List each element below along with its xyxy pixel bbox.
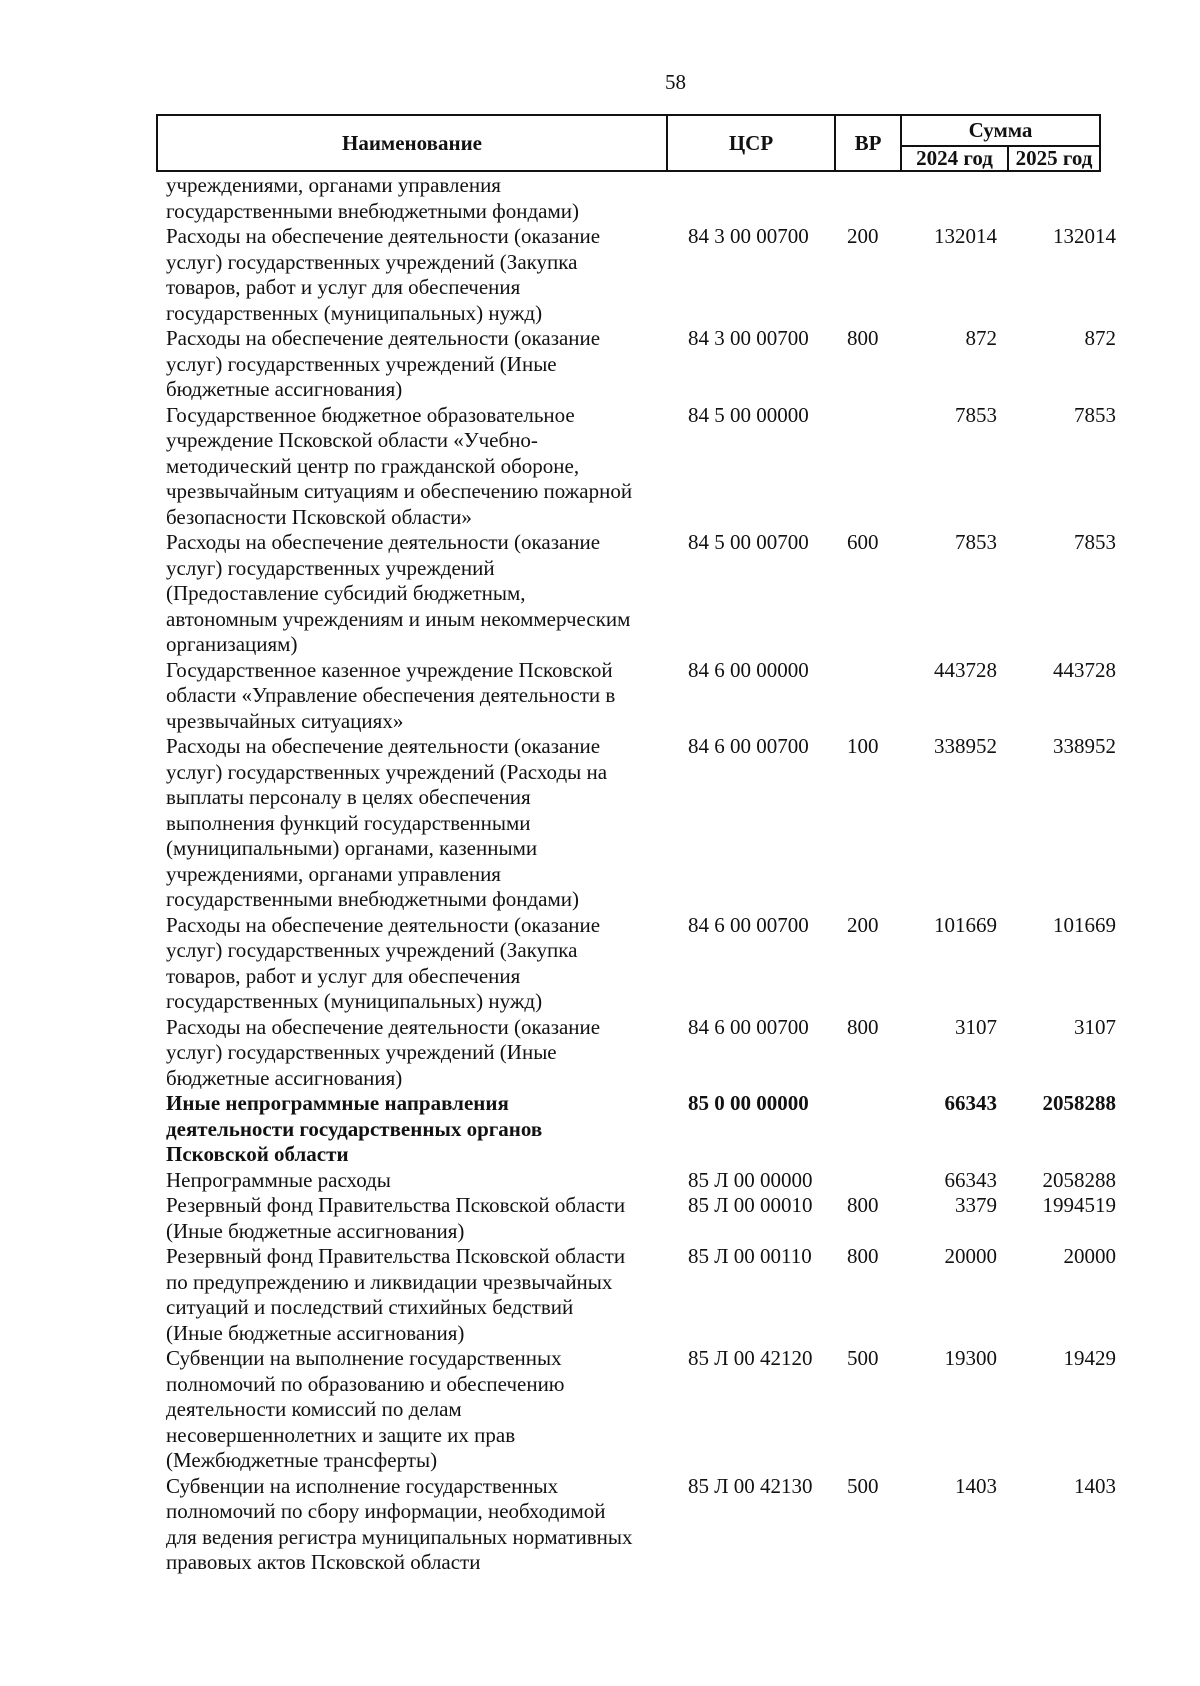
table-row [0,403,1200,531]
row-sum-2024: 19300 [944,1346,997,1370]
row-name-line: Расходы на обеспечение деятельности (оказание [166,530,601,554]
row-name-line: учреждениями, органами управления [166,173,501,197]
row-vr: 800 [847,1014,879,1039]
row-name [166,1244,656,1346]
row-name-line: по предупреждению и ликвидации чрезвычайных [166,1269,613,1294]
row-vr: 800 [847,326,879,350]
row-sum-2025: 132014 [1053,224,1116,248]
row-name-line: правовых актов Псковской области [166,1550,481,1574]
row-name-line: (муниципальными) органами, казенными [166,836,538,860]
row-name [166,173,656,224]
row-vr: 200 [847,912,879,937]
table-row [0,1346,1200,1474]
row-sum-2024: 66343 [944,1091,997,1115]
row-name-line: Расходы на обеспечение деятельности (оказание [166,1014,601,1039]
row-name-line: области «Управление обеспечения деятельности в [166,683,616,707]
row-sum-2025: 3107 [1074,1014,1116,1039]
header-csr: ЦСР [728,130,774,155]
row-name [166,1346,656,1474]
row-sum-2024: 3379 [955,1193,997,1217]
row-sum-2024: 7853 [955,530,997,554]
row-vr: 500 [847,1346,879,1370]
row-name-line: (Предоставление субсидий бюджетным, [166,581,526,605]
row-name [166,326,656,403]
table-body [0,173,1200,1576]
row-name-line: чрезвычайных ситуациях» [166,708,404,733]
row-name-line: товаров, работ и услуг для обеспечения [166,963,521,988]
row-name-line: чрезвычайным ситуациям и обеспечению пожарной [166,479,633,503]
row-name-line: (Иные бюджетные ассигнования) [166,1320,465,1345]
row-csr: 84 3 00 00700 [688,326,809,350]
row-name [166,530,656,658]
row-name-line: выполнения функций государственными [166,810,531,835]
row-sum-2025: 872 [1084,326,1116,350]
row-name-line: услуг) государственных учреждений [166,555,495,580]
row-name [166,658,656,735]
row-name-line: автономным учреждениям и иным некоммерческим [166,606,631,631]
row-name-line: несовершеннолетних и защите их прав [166,1422,516,1447]
row-csr: 85 Л 00 00110 [688,1244,812,1268]
row-sum-2024: 66343 [944,1167,997,1192]
row-sum-2025: 7853 [1074,402,1116,427]
table-row [0,1474,1200,1576]
row-sum-2025: 2058288 [1042,1091,1116,1115]
row-name-line: услуг) государственных учреждений (Закупка [166,938,578,962]
row-name-line: Расходы на обеспечение деятельности (оказание [166,326,601,350]
row-csr: 84 3 00 00700 [688,224,809,248]
row-name-line: Расходы на обеспечение деятельности (оказание [166,224,601,248]
row-vr: 100 [847,734,879,758]
row-name-line: Псковской области [166,1142,349,1166]
row-name [166,1091,656,1168]
row-name [166,734,656,913]
table-row [0,326,1200,403]
row-sum-2024: 132014 [934,224,997,248]
table-row [0,173,1200,224]
row-sum-2025: 1994519 [1042,1193,1116,1217]
row-vr: 500 [847,1473,879,1498]
row-csr: 84 6 00 00700 [688,912,809,937]
row-csr: 85 Л 00 00000 [688,1167,813,1192]
table-row [0,734,1200,913]
header-sum: Сумма [968,118,1033,142]
row-name-line: бюджетные ассигнования) [166,377,403,401]
table-row [0,530,1200,658]
row-sum-2025: 20000 [1063,1244,1116,1268]
row-name-line: Государственное казенное учреждение Псковской [166,657,613,682]
row-name-line: товаров, работ и услуг для обеспечения [166,275,521,299]
row-vr: 800 [847,1244,879,1268]
table-row [0,224,1200,326]
row-csr: 85 Л 00 42130 [688,1473,813,1498]
row-name-line: Расходы на обеспечение деятельности (оказание [166,734,601,758]
row-name-line: Расходы на обеспечение деятельности (оказание [166,912,601,937]
row-sum-2024: 872 [965,326,997,350]
row-name-line: Резервный фонд Правительства Псковской области [166,1193,626,1217]
row-csr: 84 5 00 00000 [688,402,809,427]
header-name: Наименование [342,130,482,155]
row-name-line: услуг) государственных учреждений (Иные [166,351,557,376]
row-name [166,913,656,1015]
row-name-line: деятельности государственных органов [166,1116,543,1141]
row-sum-2025: 443728 [1053,657,1116,682]
table-row [0,1244,1200,1346]
row-name-line: деятельности комиссий по делам [166,1397,462,1421]
row-name-line: услуг) государственных учреждений (Расходы на [166,759,608,784]
header-year-2024: 2024 год [916,146,993,170]
header-year-2025: 2025 год [1015,146,1093,170]
row-name-line: (Иные бюджетные ассигнования) [166,1218,465,1243]
table-row [0,1193,1200,1244]
row-name-line: Резервный фонд Правительства Псковской области [166,1244,626,1268]
row-sum-2025: 101669 [1053,912,1116,937]
row-name-line: услуг) государственных учреждений (Закупка [166,249,578,274]
row-name [166,1193,656,1244]
row-name-line: бюджетные ассигнования) [166,1065,403,1090]
table-row [0,1015,1200,1092]
row-name [166,1168,656,1194]
row-name-line: полномочий по сбору информации, необходимой [166,1499,606,1523]
row-sum-2024: 3107 [955,1014,997,1039]
page-number: 58 [665,70,686,94]
table-row [0,1168,1200,1194]
table-header [156,114,1101,172]
row-name-line: Непрограммные расходы [166,1167,391,1192]
row-name-line: учреждениями, органами управления [166,861,501,886]
row-name-line: полномочий по образованию и обеспечению [166,1371,565,1396]
row-name-line: государственных (муниципальных) нужд) [166,300,543,325]
header-vr: ВР [854,130,882,155]
row-name-line: ситуаций и последствий стихийных бедствий [166,1295,574,1319]
row-sum-2025: 7853 [1074,530,1116,554]
row-vr: 800 [847,1193,879,1217]
row-sum-2024: 1403 [955,1473,997,1498]
row-sum-2024: 443728 [934,657,997,682]
row-name-line: государственных (муниципальных) нужд) [166,989,543,1013]
row-name-line: Государственное бюджетное образовательное [166,402,575,427]
row-csr: 85 Л 00 42120 [688,1346,813,1370]
row-sum-2025: 2058288 [1042,1167,1116,1192]
row-name-line: Субвенции на выполнение государственных [166,1346,562,1370]
row-name-line: выплаты персоналу в целях обеспечения [166,785,531,809]
row-name-line: государственными внебюджетными фондами) [166,198,580,223]
row-csr: 85 0 00 00000 [688,1091,809,1115]
row-sum-2025: 338952 [1053,734,1116,758]
row-csr: 84 6 00 00700 [688,1014,809,1039]
row-name [166,224,656,326]
row-name-line: государственными внебюджетными фондами) [166,887,580,911]
row-name-line: организациям) [166,632,298,656]
row-sum-2024: 20000 [944,1244,997,1268]
table-row [0,913,1200,1015]
row-sum-2024: 338952 [934,734,997,758]
row-csr: 84 6 00 00000 [688,657,809,682]
row-name-line: (Межбюджетные трансферты) [166,1448,438,1472]
row-name [166,1015,656,1092]
row-vr: 200 [847,224,879,248]
row-csr: 84 5 00 00700 [688,530,809,554]
row-sum-2025: 1403 [1074,1473,1116,1498]
row-name-line: для ведения регистра муниципальных нормативных [166,1524,633,1549]
row-csr: 85 Л 00 00010 [688,1193,813,1217]
row-name-line: Субвенции на исполнение государственных [166,1473,559,1498]
row-csr: 84 6 00 00700 [688,734,809,758]
row-name-line: учреждение Псковской области «Учебно- [166,428,538,452]
header-right-border [1099,114,1101,172]
row-name-line: методический центр по гражданской обороне, [166,453,580,478]
row-vr: 600 [847,530,879,554]
table-row [0,1091,1200,1168]
row-name [166,403,656,531]
row-sum-2024: 101669 [934,912,997,937]
row-name [166,1474,656,1576]
row-name-line: Иные непрограммные направления [166,1091,509,1115]
row-sum-2024: 7853 [955,402,997,427]
row-name-line: безопасности Псковской области» [166,504,472,529]
row-name-line: услуг) государственных учреждений (Иные [166,1040,557,1064]
row-sum-2025: 19429 [1063,1346,1116,1370]
table-row [0,658,1200,735]
